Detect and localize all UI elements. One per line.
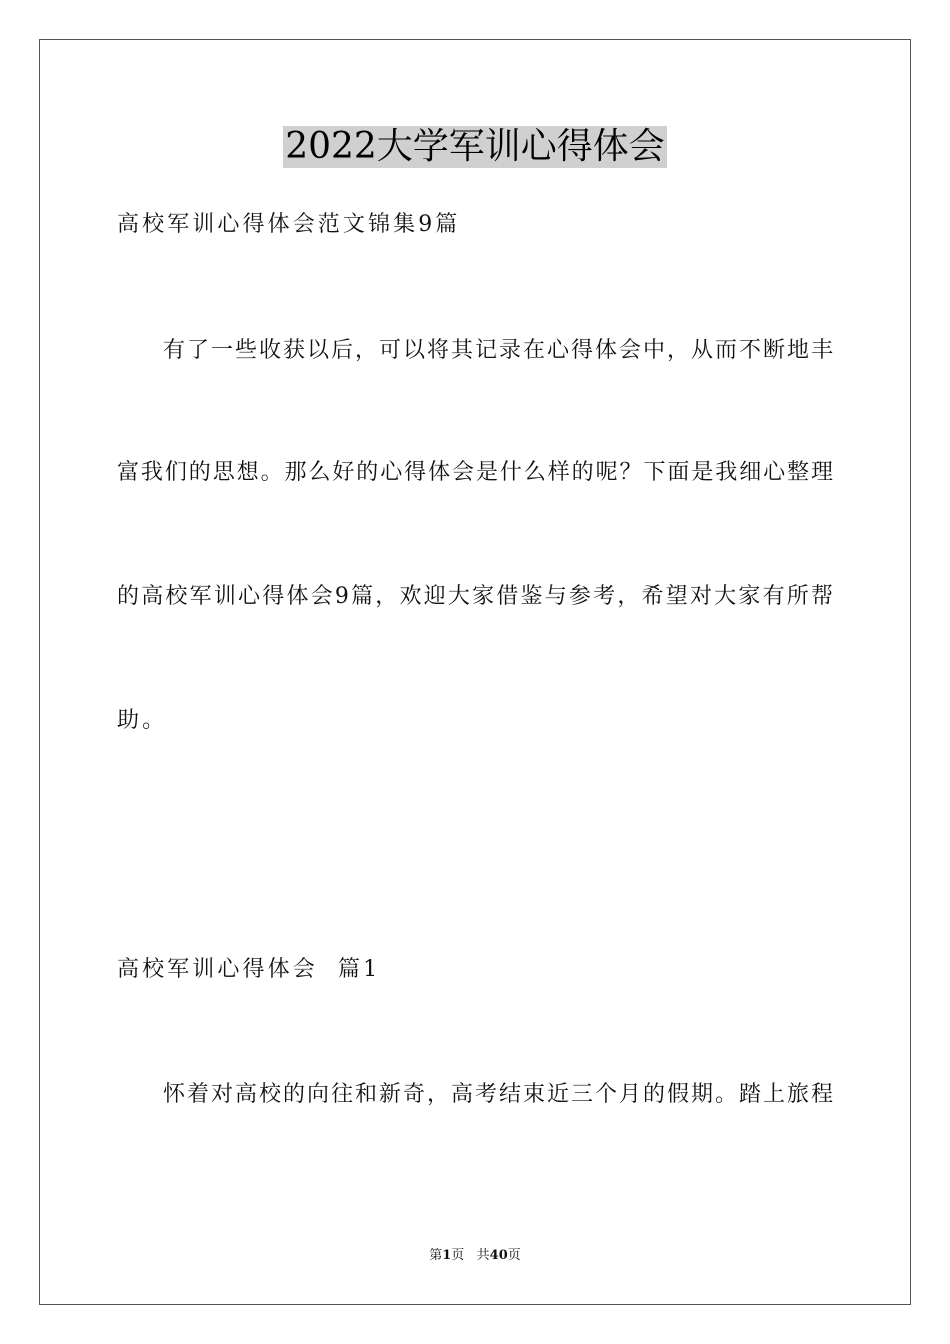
- footer-page-number: 1: [442, 1248, 452, 1263]
- footer-page-suffix: 页 共: [451, 1248, 490, 1263]
- footer-total-pages: 40: [489, 1248, 508, 1263]
- intro-paragraph-line-1: 有了一些收获以后，可以将其记录在心得体会中，从而不断地丰: [163, 338, 833, 363]
- section-heading: 高校军训心得体会 篇1: [117, 957, 381, 982]
- intro-paragraph-line-3: 的高校军训心得体会9篇，欢迎大家借鉴与参考，希望对大家有所帮: [117, 584, 833, 609]
- title-container: [0, 126, 950, 168]
- document-title: 2022大学军训心得体会: [285, 126, 665, 167]
- page-footer: [0, 1247, 950, 1265]
- intro-paragraph-line-2: 富我们的思想。那么好的心得体会是什么样的呢？下面是我细心整理: [117, 460, 833, 485]
- section-paragraph-line-1: 怀着对高校的向往和新奇，高考结束近三个月的假期。踏上旅程: [163, 1082, 833, 1107]
- footer-page-prefix: 第: [429, 1248, 443, 1263]
- intro-paragraph-line-4: 助。: [117, 708, 168, 733]
- footer-total-suffix: 页: [507, 1248, 521, 1263]
- document-subtitle: 高校军训心得体会范文锦集9篇: [117, 212, 461, 237]
